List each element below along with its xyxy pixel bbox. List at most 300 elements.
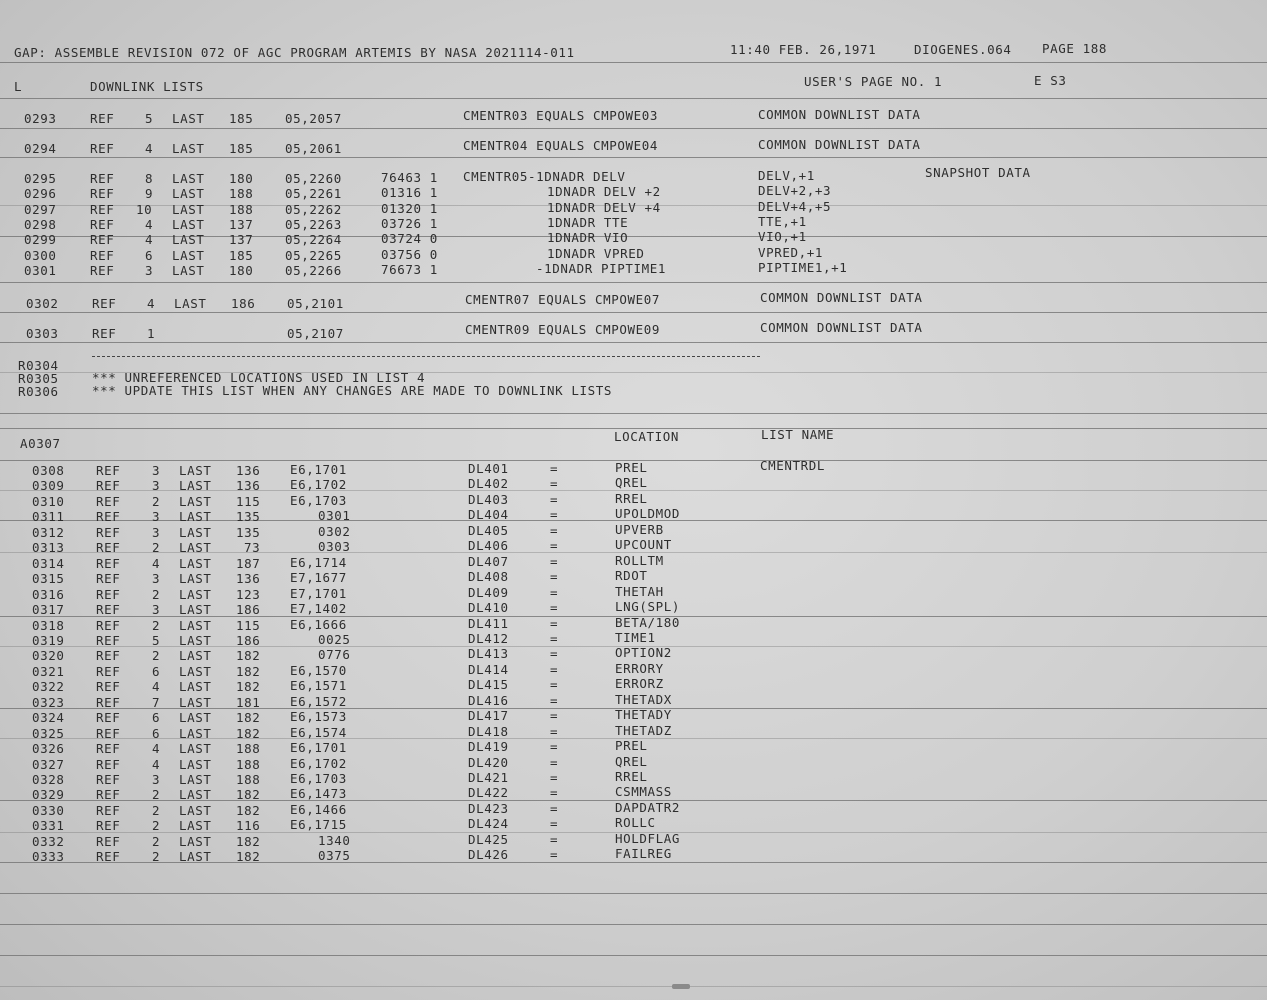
statement: 1DNADR VPRED: [547, 245, 645, 261]
table-header-location: LOCATION: [614, 429, 680, 444]
equals-sign: =: [550, 615, 559, 631]
line-number: 0325: [32, 725, 65, 741]
page-rule: [0, 955, 1267, 956]
ref-keyword: REF: [96, 632, 121, 648]
ref-keyword: REF: [96, 802, 121, 818]
comment: COMMON DOWNLIST DATA: [758, 137, 921, 152]
last-line: 186: [236, 602, 261, 618]
page-rule: [0, 342, 1267, 343]
address: E6,1715: [290, 817, 347, 833]
last-keyword: LAST: [172, 201, 205, 217]
address: 05,2264: [285, 232, 342, 248]
address: E6,1702: [290, 755, 347, 771]
line-number: 0313: [32, 540, 65, 556]
location-name: RREL: [615, 490, 648, 506]
header-datetime: 11:40 FEB. 26,1971: [730, 42, 877, 57]
ref-count: 2: [152, 493, 161, 509]
line-number: 0314: [32, 555, 65, 571]
address: 05,2261: [285, 186, 342, 202]
line-number: 0311: [32, 509, 65, 525]
address: E6,1574: [290, 724, 347, 740]
location-name: CSMMASS: [615, 784, 672, 800]
downlink-id: DL409: [468, 584, 509, 600]
ref-keyword: REF: [96, 772, 121, 787]
downlink-id: DL420: [468, 754, 509, 770]
ref-count: 4: [147, 296, 156, 311]
ref-count: 6: [152, 663, 161, 679]
line-number: 0302: [26, 296, 59, 311]
line-number: 0318: [32, 617, 65, 633]
last-line: 137: [229, 232, 254, 248]
comment: PIPTIME1,+1: [758, 259, 848, 275]
last-keyword: LAST: [179, 679, 212, 695]
octal-code: 03726 1: [381, 215, 438, 231]
ref-keyword: REF: [96, 818, 121, 834]
last-keyword: LAST: [172, 186, 205, 202]
downlink-id: DL415: [468, 677, 509, 693]
downlink-id: DL410: [468, 600, 509, 616]
last-keyword: LAST: [179, 586, 212, 602]
line-number: 0295: [24, 171, 57, 186]
equals-sign: =: [550, 847, 559, 863]
page-rule: [0, 98, 1267, 99]
location-name: RDOT: [615, 568, 648, 584]
dashed-separator: [92, 356, 760, 357]
line-number: 0294: [24, 141, 57, 156]
ref-count: 6: [145, 247, 154, 263]
location-name: UPVERB: [615, 521, 664, 537]
last-line: 182: [236, 849, 261, 865]
octal-code: 03756 0: [381, 246, 438, 262]
ref-count: 7: [152, 694, 161, 710]
remark-number: R0305: [18, 371, 59, 386]
downlink-id: DL404: [468, 507, 509, 523]
statement: CMENTR09 EQUALS CMPOWE09: [465, 322, 661, 337]
ref-keyword: REF: [96, 524, 121, 540]
last-line: 182: [236, 648, 261, 664]
octal-code: 76673 1: [381, 261, 438, 277]
ref-keyword: REF: [90, 186, 115, 202]
address: E6,1703: [290, 771, 347, 786]
last-keyword: LAST: [179, 694, 212, 710]
location-name: PREL: [615, 738, 648, 754]
downlink-id: DL416: [468, 692, 509, 708]
downlink-id: DL419: [468, 739, 509, 755]
remark-number: R0306: [18, 384, 59, 399]
section-title: DOWNLINK LISTS: [90, 79, 204, 94]
address: E6,1572: [290, 693, 347, 709]
address: 05,2260: [285, 171, 342, 186]
comment: DELV+2,+3: [758, 183, 832, 199]
address: 05,2263: [285, 216, 342, 232]
line-number: 0308: [32, 463, 65, 478]
last-line: 188: [229, 186, 254, 202]
last-line: 116: [236, 818, 261, 834]
line-number: 0312: [32, 524, 65, 540]
ref-count: 6: [152, 710, 161, 726]
address: E6,1703: [290, 492, 347, 508]
ref-keyword: REF: [96, 463, 121, 478]
line-number: 0298: [24, 216, 57, 232]
remark-text: *** UNREFERENCED LOCATIONS USED IN LIST 4: [92, 370, 426, 385]
comment: VPRED,+1: [758, 244, 824, 260]
ref-keyword: REF: [96, 617, 121, 633]
downlink-id: DL406: [468, 538, 509, 554]
header-author: DIOGENES.064: [914, 42, 1012, 57]
last-keyword: LAST: [179, 509, 212, 525]
ref-keyword: REF: [90, 247, 115, 263]
ref-keyword: REF: [96, 741, 121, 757]
last-keyword: LAST: [179, 555, 212, 571]
last-keyword: LAST: [179, 787, 212, 803]
line-number: 0327: [32, 756, 65, 772]
line-number: 0328: [32, 772, 65, 787]
ref-keyword: REF: [90, 232, 115, 248]
statement: 1DNADR DELV +2: [547, 184, 661, 200]
address: E6,1573: [290, 709, 347, 725]
address: E6,1570: [290, 662, 347, 678]
downlink-id: DL413: [468, 646, 509, 662]
location-name: ERRORY: [615, 660, 664, 676]
octal-code: 03724 0: [381, 231, 438, 247]
ref-count: 2: [152, 849, 161, 865]
last-line: 182: [236, 787, 261, 803]
equals-sign: =: [550, 677, 559, 693]
line-number: 0319: [32, 632, 65, 648]
last-keyword: LAST: [179, 710, 212, 726]
equals-sign: =: [550, 831, 559, 847]
last-keyword: LAST: [179, 663, 212, 679]
equals-sign: =: [550, 816, 559, 832]
address: 0303: [318, 539, 351, 555]
ref-keyword: REF: [96, 571, 121, 587]
address: E6,1714: [290, 554, 347, 570]
line-number: 0320: [32, 648, 65, 664]
ref-count: 3: [152, 478, 161, 494]
equals-sign: =: [550, 646, 559, 662]
last-line: 136: [236, 463, 261, 478]
equals-sign: =: [550, 584, 559, 600]
last-keyword: LAST: [179, 725, 212, 741]
location-name: TIME1: [615, 629, 656, 645]
ref-keyword: REF: [90, 262, 115, 278]
downlink-id: DL423: [468, 800, 509, 816]
last-keyword: LAST: [174, 296, 207, 311]
downlink-id: DL407: [468, 553, 509, 569]
location-name: THETAH: [615, 583, 664, 599]
address: E6,1473: [290, 786, 347, 802]
comment: TTE,+1: [758, 213, 807, 229]
downlink-id: DL401: [468, 461, 509, 476]
last-line: 115: [236, 617, 261, 633]
statement: 1DNADR TTE: [547, 214, 629, 230]
downlink-id: DL425: [468, 831, 509, 847]
ref-count: 3: [152, 772, 161, 787]
address: E7,1402: [290, 601, 347, 617]
last-line: 73: [244, 540, 261, 556]
ref-keyword: REF: [96, 509, 121, 525]
line-number: 0293: [24, 111, 57, 126]
statement: CMENTR03 EQUALS CMPOWE03: [463, 108, 659, 123]
equals-sign: =: [550, 630, 559, 646]
last-line: 182: [236, 679, 261, 695]
equals-sign: =: [550, 692, 559, 708]
ref-count: 4: [152, 679, 161, 695]
line-number: 0299: [24, 232, 57, 248]
address: E6,1466: [290, 801, 347, 817]
last-keyword: LAST: [179, 802, 212, 818]
last-keyword: LAST: [179, 617, 212, 633]
page-rule: [0, 157, 1267, 158]
location-name: RREL: [615, 769, 648, 784]
location-name: QREL: [615, 475, 648, 491]
last-line: 123: [236, 586, 261, 602]
equals-sign: =: [550, 461, 559, 476]
octal-code: 76463 1: [381, 170, 438, 185]
user-page: USER'S PAGE NO. 1: [804, 74, 943, 89]
ref-keyword: REF: [96, 478, 121, 494]
last-line: 188: [229, 201, 254, 217]
address: 05,2107: [287, 326, 344, 341]
location-name: LNG(SPL): [615, 599, 681, 615]
comment: DELV,+1: [758, 168, 815, 183]
statement: CMENTR04 EQUALS CMPOWE04: [463, 138, 659, 153]
page-rule: [0, 128, 1267, 129]
page-rule: [0, 62, 1267, 63]
last-keyword: LAST: [179, 818, 212, 834]
line-number: 0316: [32, 586, 65, 602]
ref-count: 4: [145, 216, 154, 232]
equals-sign: =: [550, 754, 559, 770]
equals-sign: =: [550, 507, 559, 523]
ref-count: 9: [145, 186, 154, 202]
address: 05,2101: [287, 296, 344, 311]
statement: 1DNADR DELV +4: [547, 199, 661, 215]
remark-text: *** UPDATE THIS LIST WHEN ANY CHANGES ARE MADE TO DOWNLINK LISTS: [92, 383, 613, 398]
address: E7,1701: [290, 585, 347, 601]
equals-sign: =: [550, 739, 559, 755]
equals-sign: =: [550, 770, 559, 785]
line-number: 0317: [32, 602, 65, 618]
ref-keyword: REF: [96, 555, 121, 571]
ref-keyword: REF: [96, 602, 121, 618]
statement: -1DNADR PIPTIME1: [536, 260, 667, 276]
statement: 1DNADR VIO: [547, 230, 629, 246]
last-line: 188: [236, 756, 261, 772]
last-line: 188: [236, 772, 261, 787]
last-keyword: LAST: [172, 262, 205, 278]
line-number: 0297: [24, 201, 57, 217]
downlink-id: DL408: [468, 569, 509, 585]
location-name: BETA/180: [615, 614, 681, 630]
ref-count: 2: [152, 818, 161, 834]
ref-keyword: REF: [96, 493, 121, 509]
ref-keyword: REF: [96, 679, 121, 695]
line-number: 0324: [32, 710, 65, 726]
line-number: 0326: [32, 741, 65, 757]
ref-count: 2: [152, 648, 161, 664]
downlink-id: DL412: [468, 630, 509, 646]
equals-sign: =: [550, 661, 559, 677]
downlink-id: DL402: [468, 476, 509, 492]
last-keyword: LAST: [179, 571, 212, 587]
comment: DELV+4,+5: [758, 198, 832, 214]
address: E6,1701: [290, 740, 347, 756]
last-keyword: LAST: [172, 141, 205, 156]
last-keyword: LAST: [179, 741, 212, 757]
last-line: 187: [236, 555, 261, 571]
octal-code: 01316 1: [381, 185, 438, 201]
downlink-id: DL414: [468, 661, 509, 677]
address: E6,1571: [290, 678, 347, 694]
ref-keyword: REF: [96, 787, 121, 803]
equals-sign: =: [550, 708, 559, 724]
last-line: 182: [236, 710, 261, 726]
last-keyword: LAST: [172, 216, 205, 232]
location-name: THETADZ: [615, 722, 672, 738]
header-title: GAP: ASSEMBLE REVISION 072 OF AGC PROGRAM ARTEMIS BY NASA 2021114-011: [14, 45, 575, 60]
downlink-id: DL418: [468, 723, 509, 739]
snapshot-label: SNAPSHOT DATA: [925, 165, 1031, 180]
last-line: 135: [236, 524, 261, 540]
last-keyword: LAST: [179, 602, 212, 618]
ref-keyword: REF: [90, 111, 115, 126]
ref-count: 4: [145, 141, 154, 156]
location-name: ROLLTM: [615, 552, 664, 568]
downlink-id: DL405: [468, 522, 509, 538]
last-keyword: LAST: [179, 772, 212, 787]
list-name-value: CMENTRDL: [760, 458, 826, 473]
statement: CMENTR05-1DNADR DELV: [463, 169, 626, 184]
equals-sign: =: [550, 723, 559, 739]
ref-keyword: REF: [96, 540, 121, 556]
last-line: 137: [229, 216, 254, 232]
address: 0301: [318, 508, 351, 524]
ref-keyword: REF: [96, 694, 121, 710]
user-page-suffix: E S3: [1034, 73, 1067, 88]
last-line: 185: [229, 247, 254, 263]
last-line: 188: [236, 741, 261, 757]
address: 0025: [318, 631, 351, 647]
ref-keyword: REF: [96, 756, 121, 772]
location-name: PREL: [615, 460, 648, 475]
ref-count: 2: [152, 586, 161, 602]
header-page: PAGE 188: [1042, 41, 1108, 56]
location-name: ROLLC: [615, 815, 656, 831]
last-line: 182: [236, 663, 261, 679]
equals-sign: =: [550, 476, 559, 492]
ref-keyword: REF: [96, 710, 121, 726]
equals-sign: =: [550, 538, 559, 554]
last-line: 136: [236, 478, 261, 494]
ref-count: 2: [152, 540, 161, 556]
line-number: 0323: [32, 694, 65, 710]
address: 1340: [318, 832, 351, 848]
comment: COMMON DOWNLIST DATA: [760, 320, 923, 335]
last-line: 180: [229, 171, 254, 186]
last-keyword: LAST: [172, 232, 205, 248]
equals-sign: =: [550, 553, 559, 569]
address: E7,1677: [290, 570, 347, 586]
page-rule: [0, 924, 1267, 925]
address: 05,2262: [285, 201, 342, 217]
remark-number: R0304: [18, 358, 59, 373]
last-keyword: LAST: [179, 524, 212, 540]
ref-count: 10: [136, 201, 153, 217]
line-number: 0331: [32, 818, 65, 834]
downlink-id: DL422: [468, 785, 509, 801]
line-number: 0321: [32, 663, 65, 679]
last-keyword: LAST: [172, 247, 205, 263]
ref-count: 3: [152, 463, 161, 478]
last-keyword: LAST: [179, 756, 212, 772]
address: E6,1702: [290, 477, 347, 493]
ref-count: 2: [152, 833, 161, 849]
ref-keyword: REF: [96, 833, 121, 849]
equals-sign: =: [550, 785, 559, 801]
last-line: 135: [236, 509, 261, 525]
last-keyword: LAST: [179, 540, 212, 556]
last-keyword: LAST: [179, 478, 212, 494]
ref-keyword: REF: [96, 663, 121, 679]
ref-keyword: REF: [90, 171, 115, 186]
ref-keyword: REF: [90, 201, 115, 217]
equals-sign: =: [550, 569, 559, 585]
ref-count: 4: [145, 232, 154, 248]
table-header-list-name: LIST NAME: [761, 427, 835, 442]
address: 05,2061: [285, 141, 342, 156]
last-line: 181: [236, 694, 261, 710]
location-name: UPCOUNT: [615, 537, 672, 553]
last-keyword: LAST: [179, 493, 212, 509]
location-name: FAILREG: [615, 846, 672, 862]
last-keyword: LAST: [179, 833, 212, 849]
location-name: THETADY: [615, 707, 672, 723]
last-line: 182: [236, 725, 261, 741]
ref-count: 6: [152, 725, 161, 741]
ref-count: 4: [152, 756, 161, 772]
last-line: 182: [236, 833, 261, 849]
address: 0375: [318, 848, 351, 864]
subheader-left: L: [14, 79, 23, 94]
ref-count: 5: [145, 111, 154, 126]
location-name: UPOLDMOD: [615, 506, 681, 522]
downlink-id: DL417: [468, 708, 509, 724]
ref-keyword: REF: [92, 296, 117, 311]
ref-count: 4: [152, 555, 161, 571]
address: 0302: [318, 523, 351, 539]
table-header-num: A0307: [20, 436, 61, 451]
equals-sign: =: [550, 600, 559, 616]
line-number: 0309: [32, 478, 65, 494]
page-rule: [0, 282, 1267, 283]
line-number: 0315: [32, 571, 65, 587]
ref-count: 3: [152, 509, 161, 525]
address: 05,2266: [285, 262, 342, 278]
last-keyword: LAST: [172, 111, 205, 126]
statement: CMENTR07 EQUALS CMPOWE07: [465, 292, 661, 307]
location-name: ERRORZ: [615, 676, 664, 692]
ref-count: 3: [152, 571, 161, 587]
last-line: 136: [236, 571, 261, 587]
line-number: 0332: [32, 833, 65, 849]
location-name: HOLDFLAG: [615, 830, 681, 846]
octal-code: 01320 1: [381, 200, 438, 216]
paper-punch-mark: [672, 984, 690, 989]
last-line: 115: [236, 493, 261, 509]
address: E6,1701: [290, 462, 347, 477]
last-line: 185: [229, 111, 254, 126]
